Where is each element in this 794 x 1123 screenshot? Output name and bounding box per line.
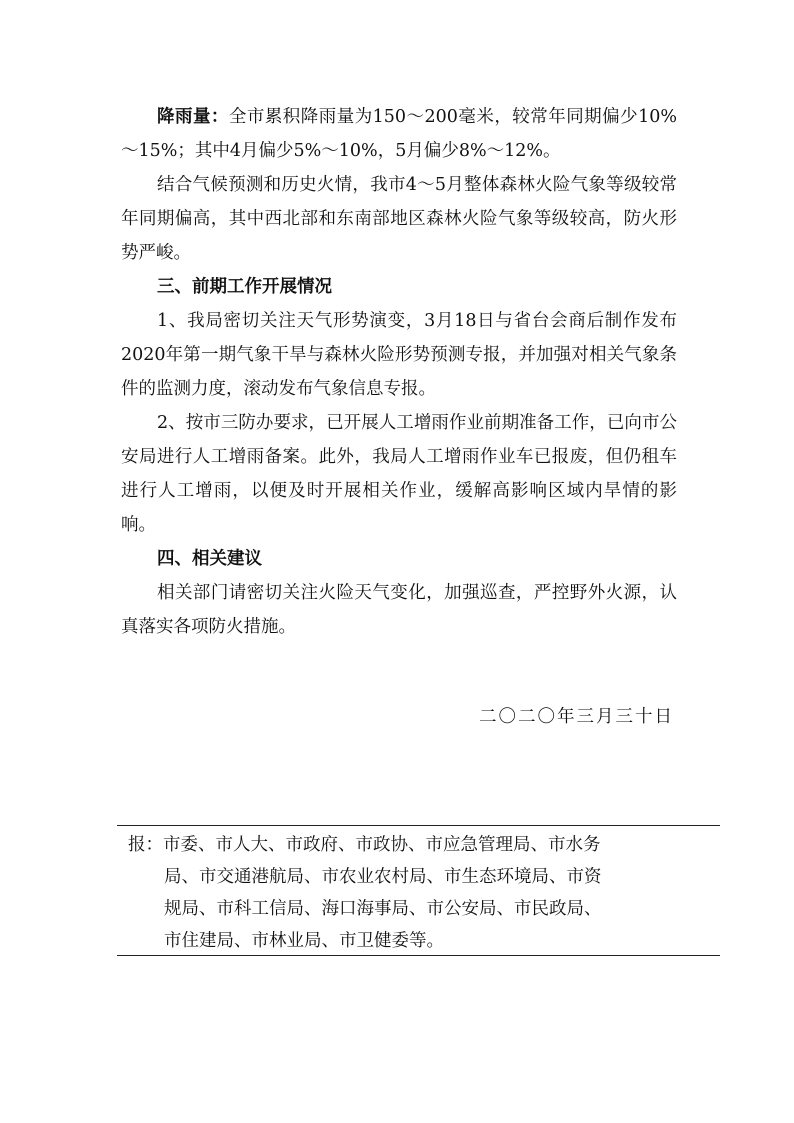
rainfall-paragraph — [121, 100, 677, 168]
distribution-line: 市住建局、市林业局、市卫健委等。 — [164, 931, 444, 951]
distribution-bottom-rule — [117, 955, 720, 956]
document-date: 二〇二〇年三月三十日 — [479, 707, 674, 727]
rainfall-label: 降雨量： — [157, 107, 229, 127]
distribution-top-rule — [117, 825, 720, 826]
section3-title: 三、前期工作开展情况 — [157, 277, 332, 297]
section3-item1: 1、我局密切关注天气形势演变，3月18日与省台会商后制作发布2020年第一期气象干旱与森林火险形势预测专报，并加强对相关气象条件的监测力度，滚动发布气象信息专报。 — [121, 311, 677, 399]
distribution-line: 报：市委、市人大、市政府、市政协、市应急管理局、市水务 — [128, 835, 601, 855]
section4-text: 相关部门请密切关注火险天气变化，加强巡查，严控野外火源，认真落实各项防火措施。 — [121, 583, 677, 637]
section4-title: 四、相关建议 — [157, 549, 262, 569]
distribution-list — [128, 829, 680, 957]
distribution-line: 规局、市科工信局、海口海事局、市公安局、市民政局、 — [164, 899, 602, 919]
section3-item2: 2、按市三防办要求，已开展人工增雨作业前期准备工作，已向市公安局进行人工增雨备案。此外，我局人工增雨作业车已报废，但仍租车进行人工增雨，以便及时开展相关作业，缓解高影响区域内旱情的影响。 — [121, 413, 677, 535]
fire-risk-paragraph: 结合气候预测和历史火情，我市4～5月整体森林火险气象等级较常年同期偏高，其中西北部和东南部地区森林火险气象等级较高，防火形势严峻。 — [121, 175, 677, 263]
distribution-line: 局、市交通港航局、市农业农村局、市生态环境局、市资 — [164, 867, 602, 887]
rainfall-text: 全市累积降雨量为150～200毫米，较常年同期偏少10%～15%；其中4月偏少5%～10%，5月偏少8%～12%。 — [121, 107, 677, 161]
